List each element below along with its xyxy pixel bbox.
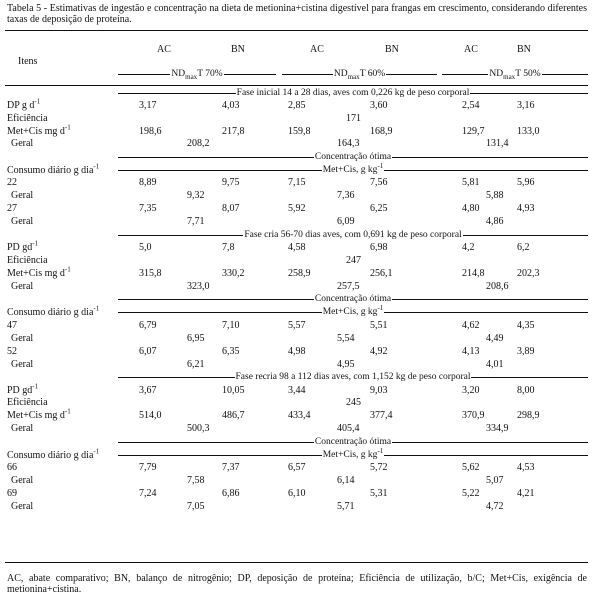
value-cell: 3,60 (370, 99, 388, 111)
row-label-text: Eficiência (7, 397, 48, 409)
row-label (7, 447, 100, 461)
unit-span-text (322, 446, 385, 460)
superscript: -1 (32, 239, 39, 248)
row-label: Geral (11, 475, 34, 487)
header-rule (5, 85, 588, 86)
row-label (7, 320, 17, 331)
header-col-4: BN (385, 44, 399, 55)
row-label-text: 27 (7, 203, 17, 215)
value-cell: 7,24 (139, 488, 157, 500)
section-span-text (314, 152, 392, 162)
row-label: Geral (11, 332, 34, 344)
section-span-label: Concentração ótima (314, 294, 392, 305)
value-cell: 6,98 (370, 242, 388, 254)
centered-value: 247 (346, 255, 361, 266)
value-cell: 198,6 (139, 125, 162, 137)
value-cell: 5,72 (370, 462, 388, 474)
geral-value: 5,88 (486, 190, 504, 202)
header-group-label (170, 69, 223, 79)
unit-span-label: Met+Cis, g kg (322, 307, 378, 318)
value-cell: 5,0 (139, 242, 152, 254)
header-group-2 (282, 68, 437, 79)
value-cell: 6,10 (288, 488, 306, 500)
row-label-text: PD gd (7, 384, 33, 396)
table-footnote: AC, abate comparativo; BN, balanço de nitrogênio; DP, deposição de proteína; Eficiência de utilização, b/C; Met+Cis, exigência de metionina+cistina. (7, 573, 587, 595)
value-cell: 5,62 (462, 462, 480, 474)
section-span-text (236, 88, 471, 98)
geral-value: 4,01 (486, 358, 504, 370)
value-cell: 6,35 (222, 345, 240, 357)
value-cell: 5,31 (370, 488, 388, 500)
max-subscript: max (347, 72, 360, 81)
value-cell: 298,9 (517, 410, 540, 422)
geral-value: 4,95 (337, 358, 355, 370)
row-label (7, 239, 39, 254)
nd-text: ND (333, 68, 348, 79)
value-cell: 6,07 (139, 345, 157, 357)
header-itens: Itens (18, 56, 38, 67)
rate-text: T 70% (197, 68, 223, 79)
value-cell: 4,98 (288, 345, 306, 357)
value-cell: 4,21 (517, 488, 535, 500)
row-label (7, 410, 71, 421)
superscript: -1 (64, 408, 71, 417)
value-cell: 7,8 (222, 242, 235, 254)
section-span-text (243, 230, 462, 240)
header-col-6: BN (517, 44, 531, 55)
geral-value: 405,4 (337, 423, 360, 435)
row-label (7, 162, 100, 176)
unit-span-label: Met+Cis, g kg (322, 449, 378, 460)
geral-value: 131,4 (486, 138, 509, 150)
geral-value: 208,6 (486, 280, 509, 292)
value-cell: 6,79 (139, 319, 157, 331)
value-cell: 3,44 (288, 384, 306, 396)
row-label: Geral (11, 501, 34, 513)
row-label-text: Met+Cis mg d (7, 410, 65, 422)
row-label (7, 265, 71, 279)
section-span-label: Fase recria 98 a 112 dias aves, com 1,152 kg de peso corporal (235, 372, 471, 383)
section-span-label: Fase cria 56-70 dias aves, com 0,691 kg de peso corporal (244, 229, 462, 240)
row-label (7, 462, 17, 473)
value-cell: 7,79 (139, 462, 157, 474)
value-cell: 2,85 (288, 99, 306, 111)
value-cell: 6,86 (222, 488, 240, 500)
geral-value: 5,54 (337, 332, 355, 344)
row-label-text: PD gd (7, 242, 33, 254)
value-cell: 514,0 (139, 410, 162, 422)
rate-text: T 60% (359, 68, 386, 79)
row-label (7, 346, 17, 357)
superscript: -1 (377, 304, 384, 313)
geral-value: 5,07 (486, 475, 504, 487)
row-label (7, 382, 39, 396)
value-cell: 4,13 (462, 345, 480, 357)
row-label: Geral (11, 280, 34, 292)
geral-value: 6,95 (187, 332, 205, 344)
row-label (7, 113, 48, 124)
value-cell: 3,89 (517, 345, 535, 357)
value-cell: 7,35 (139, 203, 157, 215)
value-cell: 9,03 (370, 384, 388, 396)
table-caption: Tabela 5 - Estimativas de ingestão e concentração na dieta de metionina+cistina digestível para frangas em crescimento, considerando diferentes taxas de deposição de proteína. (7, 3, 587, 25)
centered-value: 245 (346, 397, 361, 409)
superscript: -1 (64, 123, 71, 132)
row-label: Geral (11, 423, 34, 435)
section-span-text (235, 372, 472, 382)
top-rule (5, 30, 588, 31)
value-cell: 330,2 (222, 267, 245, 279)
value-cell: 5,22 (462, 488, 480, 500)
geral-value: 7,58 (187, 475, 205, 487)
geral-value: 7,05 (187, 501, 205, 513)
geral-value: 208,2 (187, 138, 210, 150)
row-label-text: Eficiência (7, 112, 48, 124)
value-cell: 7,56 (370, 177, 388, 189)
section-span-label: Concentração ótima (314, 151, 392, 162)
value-cell: 129,7 (462, 125, 485, 137)
row-label-text: DP g d (7, 99, 35, 111)
value-cell: 433,4 (288, 410, 311, 422)
geral-value: 5,71 (337, 501, 355, 513)
header-group-3 (442, 68, 588, 79)
geral-value: 6,09 (337, 216, 355, 228)
row-label (7, 203, 17, 214)
bottom-rule (5, 562, 588, 563)
header-group-label (333, 69, 386, 79)
value-cell: 6,57 (288, 462, 306, 474)
value-cell: 256,1 (370, 267, 393, 279)
section-span (118, 372, 588, 383)
superscript: -1 (377, 446, 384, 455)
row-label (7, 304, 100, 319)
consumo-label: Consumo diário g dia (7, 307, 94, 319)
geral-value: 500,3 (187, 423, 210, 435)
unit-span (118, 446, 588, 460)
value-cell: 4,62 (462, 319, 480, 331)
value-cell: 8,89 (139, 177, 157, 189)
value-cell: 9,75 (222, 177, 240, 189)
value-cell: 377,4 (370, 410, 393, 422)
superscript: -1 (64, 265, 71, 274)
value-cell: 4,80 (462, 203, 480, 215)
geral-value: 4,49 (486, 332, 504, 344)
unit-span-text (322, 304, 385, 318)
value-cell: 214,8 (462, 267, 485, 279)
header-col-5: AC (464, 44, 478, 55)
value-cell: 5,57 (288, 319, 306, 331)
superscript: -1 (377, 161, 384, 170)
superscript: -1 (34, 97, 41, 106)
superscript: -1 (93, 162, 100, 171)
value-cell: 315,8 (139, 267, 162, 279)
row-label: Geral (11, 190, 34, 202)
value-cell: 4,58 (288, 242, 306, 254)
geral-value: 7,71 (187, 216, 205, 228)
value-cell: 7,10 (222, 319, 240, 331)
header-col-3: AC (310, 44, 324, 55)
header-col-2: BN (231, 44, 245, 55)
value-cell: 8,07 (222, 203, 240, 215)
row-label-text: 47 (7, 319, 17, 331)
header-group-label (488, 69, 541, 79)
value-cell: 7,37 (222, 462, 240, 474)
value-cell: 4,93 (517, 203, 535, 215)
value-cell: 217,8 (222, 125, 245, 137)
value-cell: 258,9 (288, 267, 311, 279)
unit-span (118, 161, 588, 175)
row-label: Geral (11, 216, 34, 228)
value-cell: 168,9 (370, 125, 393, 137)
row-label-text: Met+Cis mg d (7, 125, 65, 137)
section-span (118, 229, 588, 240)
value-cell: 3,17 (139, 99, 157, 111)
row-label-text: Met+Cis mg d (7, 267, 65, 279)
row-label-text: 52 (7, 345, 17, 357)
row-label-text: 69 (7, 488, 17, 500)
geral-value: 6,14 (337, 475, 355, 487)
superscript: -1 (93, 447, 100, 456)
value-cell: 133,0 (517, 125, 540, 137)
nd-text: ND (171, 68, 186, 79)
row-label-text: Eficiência (7, 255, 48, 266)
section-span-label: Fase inicial 14 a 28 dias, aves com 0,226 kg de peso corporal (236, 87, 470, 98)
value-cell: 202,3 (517, 267, 540, 279)
value-cell: 7,15 (288, 177, 306, 189)
value-cell: 370,9 (462, 410, 485, 422)
value-cell: 6,25 (370, 203, 388, 215)
row-label (7, 255, 48, 266)
section-span (118, 294, 588, 305)
value-cell: 3,16 (517, 99, 535, 111)
consumo-label: Consumo diário g dia (7, 164, 94, 176)
section-span (118, 151, 588, 162)
centered-value: 171 (346, 112, 361, 124)
geral-value: 164,3 (337, 138, 360, 150)
value-cell: 159,8 (288, 125, 311, 137)
value-cell: 4,35 (517, 319, 535, 331)
value-cell: 4,92 (370, 345, 388, 357)
nd-text: ND (489, 68, 504, 79)
consumo-label: Consumo diário g dia (7, 449, 94, 461)
unit-span-text (322, 161, 385, 175)
row-label (7, 97, 41, 111)
geral-value: 9,32 (187, 190, 205, 202)
superscript: -1 (93, 304, 100, 313)
rate-text: T 50% (515, 68, 541, 79)
header-col-1: AC (157, 44, 171, 55)
superscript: -1 (32, 382, 39, 391)
value-cell: 10,05 (222, 384, 245, 396)
unit-span (118, 304, 588, 318)
header-group-1 (118, 68, 276, 79)
row-label (7, 177, 17, 188)
row-label (7, 397, 48, 408)
section-span (118, 87, 588, 98)
geral-value: 6,21 (187, 358, 205, 370)
geral-value: 257,5 (337, 280, 360, 292)
value-cell: 3,20 (462, 384, 480, 396)
value-cell: 4,03 (222, 99, 240, 111)
value-cell: 4,53 (517, 462, 535, 474)
unit-span-label: Met+Cis, g kg (322, 164, 378, 175)
value-cell: 4,2 (462, 242, 475, 254)
value-cell: 5,51 (370, 319, 388, 331)
value-cell: 2,54 (462, 99, 480, 111)
geral-value: 323,0 (187, 280, 210, 292)
value-cell: 8,00 (517, 384, 535, 396)
geral-value: 4,86 (486, 216, 504, 228)
value-cell: 5,96 (517, 177, 535, 189)
geral-value: 7,36 (337, 190, 355, 202)
geral-value: 4,72 (486, 501, 504, 513)
max-subscript: max (503, 72, 516, 81)
row-label-text: 22 (7, 177, 17, 189)
value-cell: 3,67 (139, 384, 157, 396)
row-label: Geral (11, 358, 34, 370)
row-label-text: 66 (7, 462, 17, 474)
section-span-text (314, 437, 392, 447)
row-label (7, 488, 17, 499)
section-span (118, 436, 588, 447)
geral-value: 334,9 (486, 423, 509, 435)
max-subscript: max (185, 72, 198, 81)
section-span-label: Concentração ótima (314, 436, 392, 447)
row-label (7, 123, 71, 137)
value-cell: 5,81 (462, 177, 480, 189)
value-cell: 5,92 (288, 203, 306, 215)
value-cell: 6,2 (517, 242, 530, 254)
section-span-text (314, 294, 392, 304)
value-cell: 486,7 (222, 410, 245, 422)
row-label: Geral (11, 138, 34, 150)
